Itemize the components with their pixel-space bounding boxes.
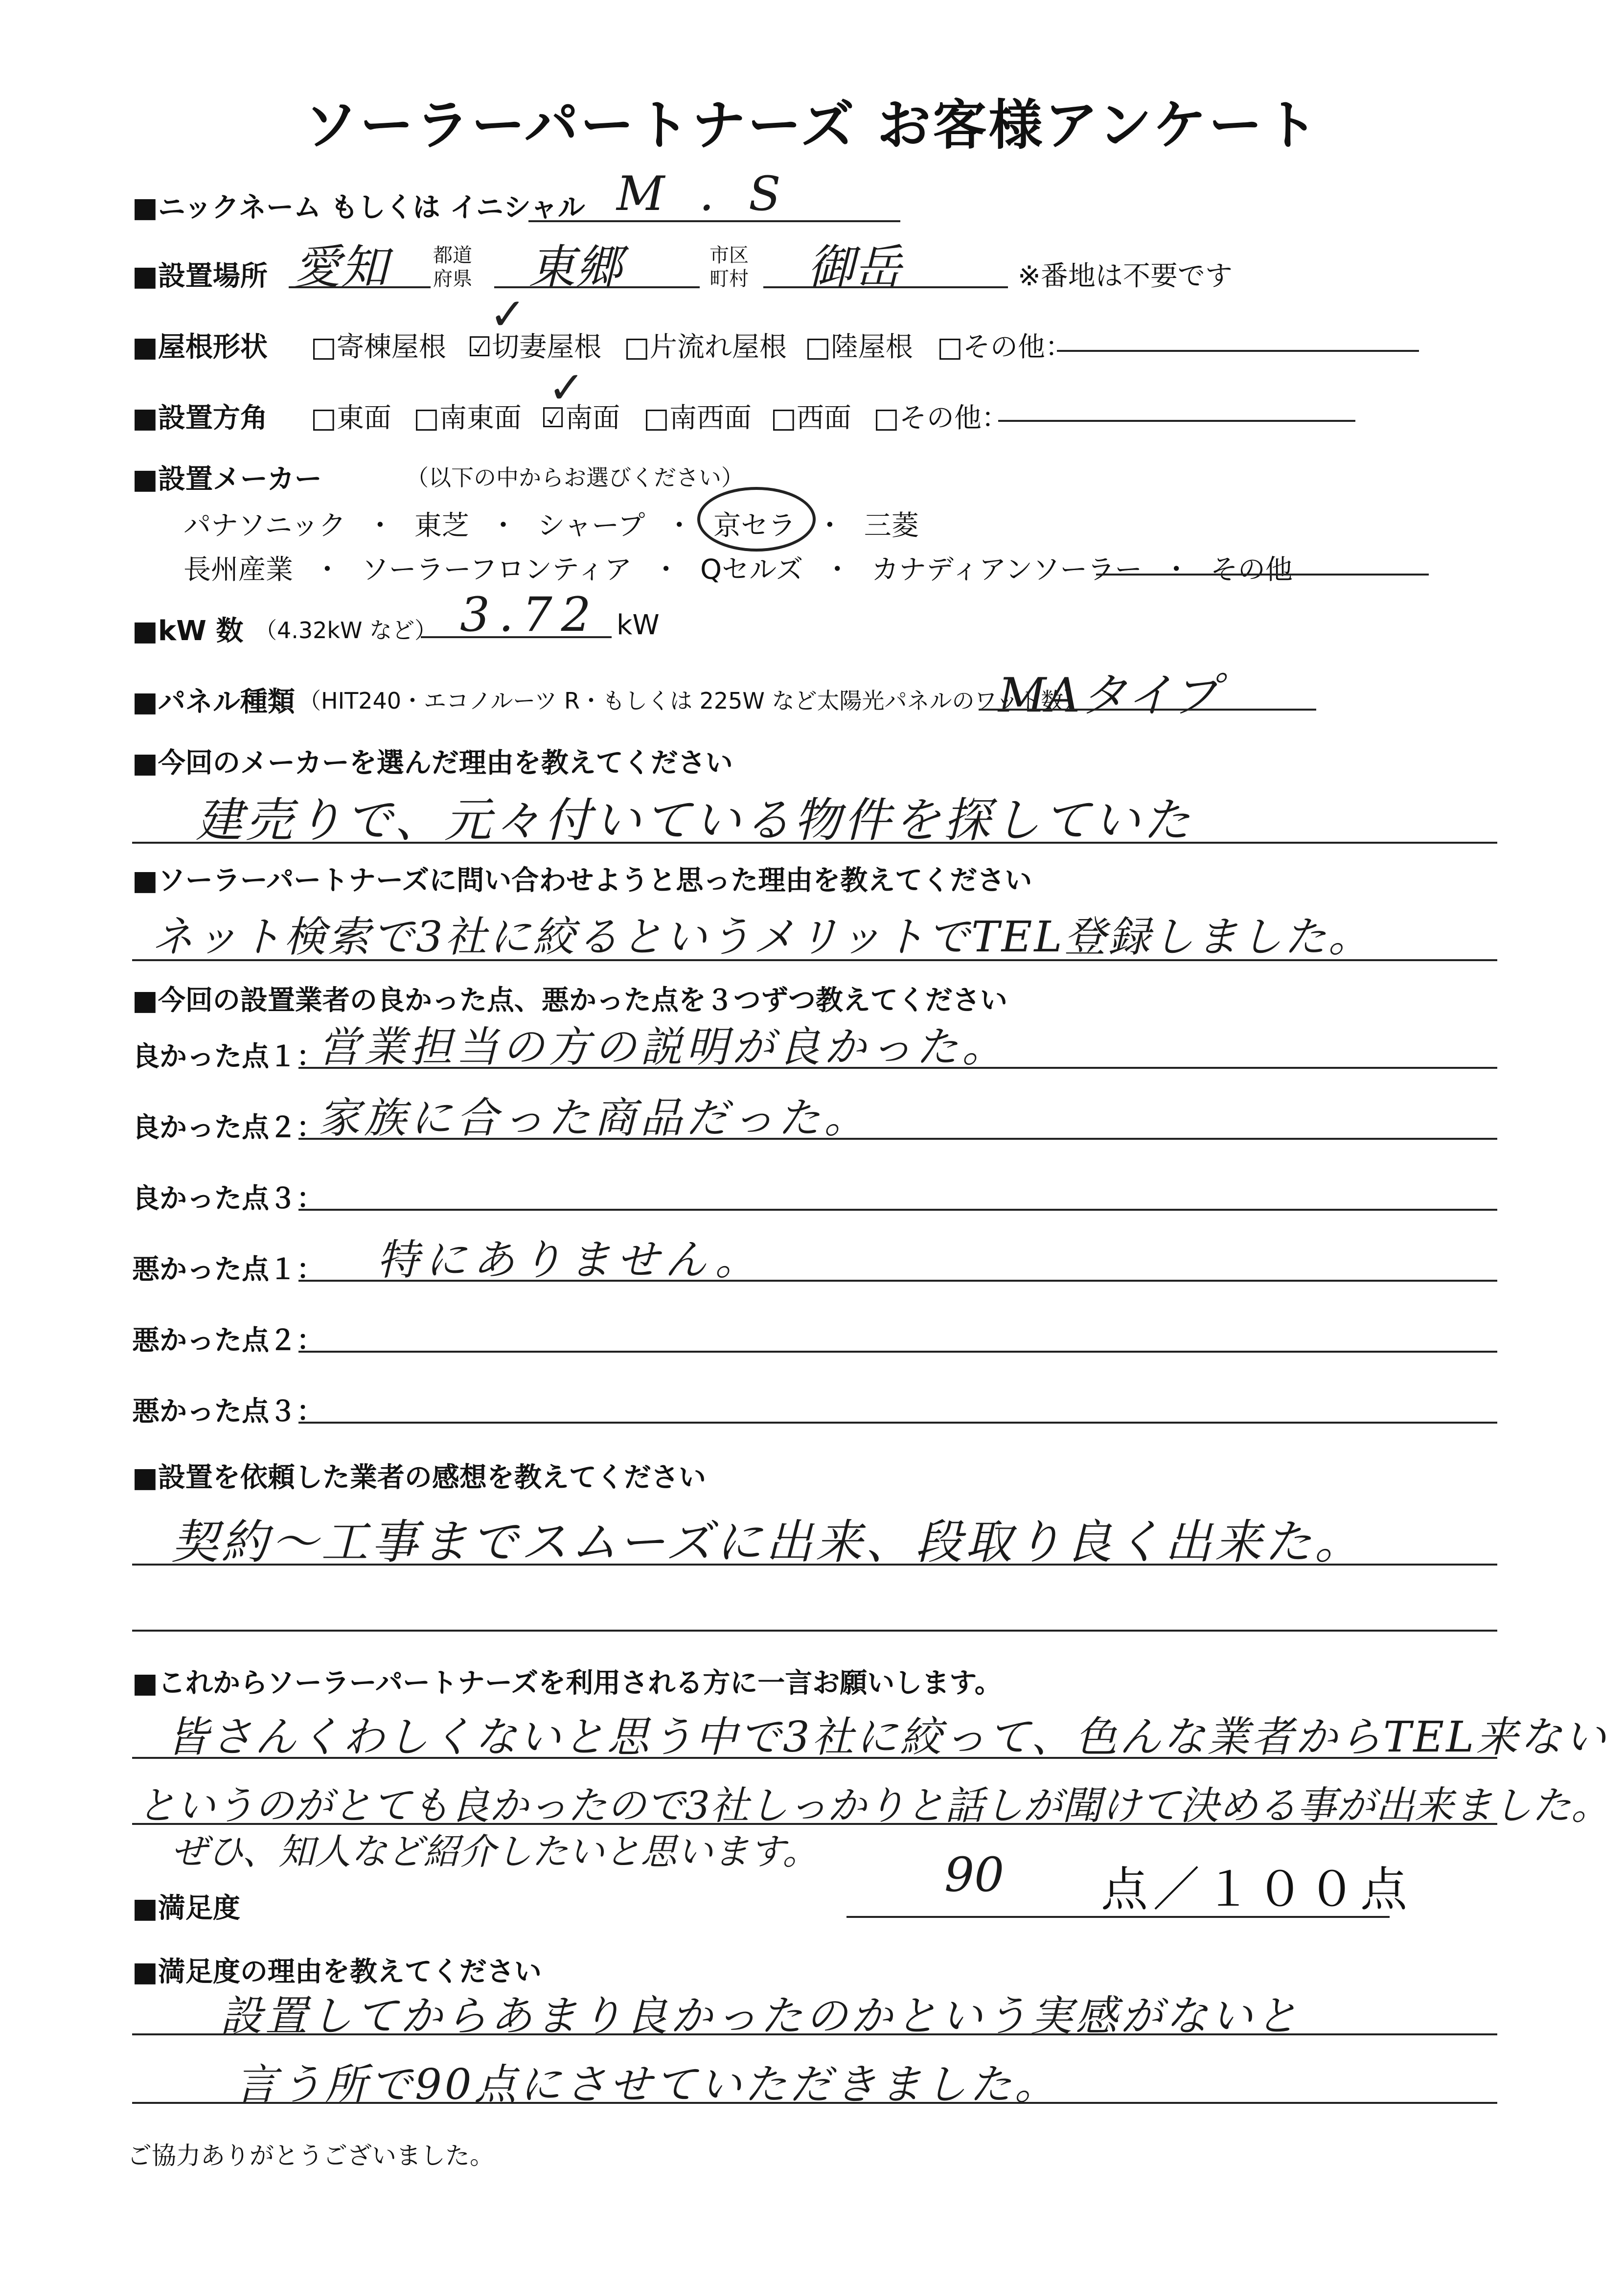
direction-option-southeast[interactable]: □南東面 [413,402,522,434]
direction-label: ■設置方角 [132,402,268,434]
footer-thanks: ご協力ありがとうございました。 [127,2142,494,2170]
kw-unit: kW [617,609,660,641]
prefecture-underline [289,286,431,288]
roof-option-shed[interactable]: □片流れ屋根 [624,331,787,363]
message-label: ■これからソーラーパートナーズを利用される方に一言お願いします。 [132,1667,1002,1699]
direction-option-other[interactable]: □その他： [873,402,1009,434]
roof-other-underline [1057,350,1419,352]
page-title: ソーラーパートナーズ お客様アンケート [304,94,1320,157]
town-underline [763,286,1008,288]
bad-point-3-label: 悪かった点３： [132,1396,324,1428]
maker-mitsubishi[interactable]: 三菱 [864,510,919,542]
city-suffix-bottom: 町村 [709,268,749,290]
town-value[interactable]: 御岳 [807,240,901,295]
nickname-label: ■ニックネーム もしくは イニシャル [132,192,585,224]
maker-kyocera[interactable]: 京セラ [713,510,796,542]
roof-option-hip[interactable]: □寄棟屋根 [311,331,446,363]
satisfaction-score[interactable]: 90 [944,1847,1005,1902]
maker-sharp[interactable]: シャープ [537,510,645,542]
panel-label: ■パネル種類 [132,686,295,718]
direction-option-west[interactable]: □西面 [771,402,851,434]
reason-contact-answer[interactable]: ネット検索で3社に絞るというメリットでTEL登録しました。 [152,913,1372,962]
good-point-1-underline [298,1067,1497,1069]
message-line-2[interactable]: というのがとても良かったので3社しっかりと話しが聞けて決める事が出来ました。 [137,1783,1610,1828]
reason-maker-answer[interactable]: 建売りで、元々付いている物件を探していた [196,793,1193,848]
roof-option-other[interactable]: □その他： [937,331,1073,363]
impression-underline-1 [132,1564,1497,1566]
maker-sep: ・ [823,554,851,586]
maker-choshu[interactable]: 長州産業 [183,554,293,586]
nickname-underline [528,220,900,222]
reason-maker-underline [132,842,1497,844]
roof-check-mark-icon: ✓ [489,289,526,340]
maker-sep: ・ [489,510,517,542]
good-point-2-label: 良かった点２： [132,1112,324,1144]
maker-sep: ・ [652,554,680,586]
panel-value[interactable]: MAタイプ [998,668,1219,723]
satisfaction-reason-underline-2 [132,2102,1497,2104]
satisfaction-reason-underline-1 [132,2033,1497,2035]
kw-value[interactable]: 3.72 [460,587,600,642]
address-note: ※番地は不要です [1018,260,1233,292]
direction-other-underline [998,420,1355,422]
nickname-value[interactable]: M . S [617,166,791,221]
bad-point-2-underline [298,1351,1497,1353]
city-suffix-top: 市区 [709,244,749,267]
bad-point-3-underline [298,1422,1497,1424]
good-point-3-underline [298,1209,1497,1211]
impression-answer[interactable]: 契約〜工事までスムーズに出来、段取り良く出来た。 [171,1515,1365,1569]
good-point-1-answer[interactable]: 営業担当の方の説明が良かった。 [318,1023,1008,1072]
maker-note: （以下の中からお選びください） [406,464,744,491]
satisfaction-suffix: 点／１００点 [1101,1862,1412,1917]
satisfaction-reason-line-2[interactable]: 言う所で90点にさせていただきました。 [235,2060,1060,2109]
location-label: ■設置場所 [132,260,268,292]
maker-other-underline [1096,574,1429,576]
impression-underline-2 [132,1630,1497,1632]
kw-label: ■kW 数 [132,615,244,647]
pref-suffix-bottom: 府県 [433,268,472,290]
roof-option-flat[interactable]: □陸屋根 [805,331,913,363]
maker-sep: ・ [816,510,844,542]
maker-canadian-solar[interactable]: カナディアンソーラー [871,554,1143,586]
maker-panasonic[interactable]: パナソニック [183,510,346,542]
city-underline [494,286,700,288]
direction-option-southwest[interactable]: □南西面 [643,402,752,434]
satisfaction-label: ■満足度 [132,1892,240,1924]
maker-toshiba[interactable]: 東芝 [414,510,469,542]
reason-contact-underline [132,959,1497,961]
maker-solar-frontier[interactable]: ソーラーフロンティア [361,554,632,586]
satisfaction-reason-line-1[interactable]: 設置してからあまり良かったのかという実感がないと [220,1992,1301,2041]
bad-point-1-label: 悪かった点１： [132,1254,324,1286]
pref-suffix-top: 都道 [433,244,472,267]
bad-point-1-underline [298,1280,1497,1282]
maker-sep: ・ [366,510,394,542]
maker-other[interactable]: その他 [1210,554,1293,586]
bad-point-2-label: 悪かった点２： [132,1325,324,1357]
kw-note: （4.32kW など） [254,617,437,644]
direction-option-south[interactable]: ☑南面 [541,402,620,434]
good-point-2-underline [298,1138,1497,1140]
kw-underline [421,636,612,638]
satisfaction-underline [846,1916,1390,1918]
panel-note: （HIT240・エコノルーツ R・もしくは 225W など太陽光パネルのワット数） [298,688,1086,714]
reason-contact-label: ■ソーラーパートナーズに問い合わせようと思った理由を教えてください [132,865,1032,897]
direction-option-east[interactable]: □東面 [311,402,391,434]
reason-maker-label: ■今回のメーカーを選んだ理由を教えてください [132,747,733,779]
maker-sep: ・ [665,510,693,542]
good-point-3-label: 良かった点３： [132,1183,324,1215]
city-value[interactable]: 東郷 [528,240,622,295]
bad-point-1-answer[interactable]: 特にありません。 [377,1236,763,1285]
maker-selected-circle [697,487,816,552]
maker-sep: ・ [1163,554,1190,586]
maker-sep: ・ [313,554,341,586]
direction-check-mark-icon: ✓ [548,362,585,414]
maker-row2 [183,548,1293,587]
satisfaction-reason-label: ■満足度の理由を教えてください [132,1956,542,1988]
roof-option-gable[interactable]: ☑切妻屋根 [467,331,602,363]
impression-label: ■設置を依頼した業者の感想を教えてください [132,1462,706,1494]
message-line-1[interactable]: 皆さんくわしくないと思う中で3社に絞って、色んな業者からTEL来ない [166,1713,1608,1762]
maker-label: ■設置メーカー [132,463,322,495]
maker-qcells[interactable]: Qセルズ [700,554,803,586]
evaluation-label: ■今回の設置業者の良かった点、悪かった点を３つずつ教えてください [132,985,1007,1016]
message-underline-1 [132,1757,1497,1759]
message-line-3[interactable]: ぜひ、知人など紹介したいと思います。 [171,1831,819,1873]
good-point-1-label: 良かった点１： [132,1041,324,1073]
good-point-2-answer[interactable]: 家族に合った商品だった。 [318,1094,870,1143]
roof-label: ■屋根形状 [132,331,268,363]
prefecture-value[interactable]: 愛知 [294,240,388,295]
panel-underline [979,709,1316,711]
